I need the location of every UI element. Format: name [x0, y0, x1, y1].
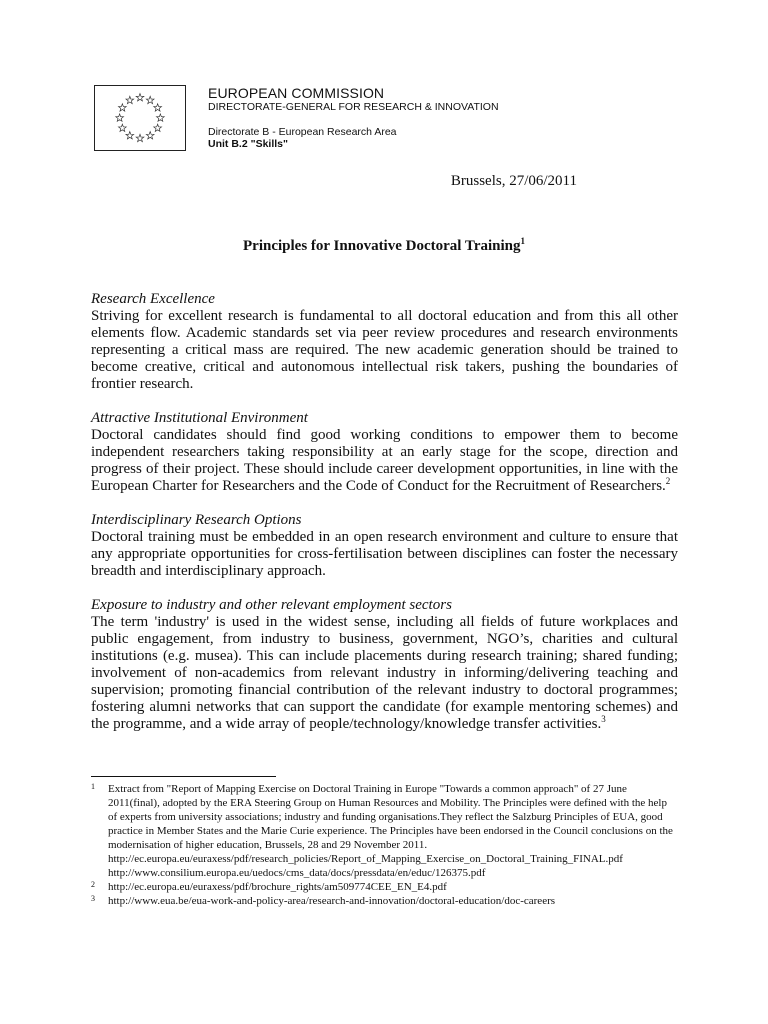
section-text: The term 'industry' is used in the widest sense, including all fields of future workplaces and public engagement, from industry to business, government, NGO’s, charities and cultural institutions (e.g. musea). This can include placements during research training; shared funding; involvement of non-academics from relevant industry in informing/delivering teaching and supervision; promoting financial contribution of the relevant industry to doctoral programmes; fostering alumni networks that can support the candidate (for example mentoring schemes) and the programme, and a wide array of people/technology/knowledge transfer activities.$^3$: [91, 614, 678, 732]
section-heading: Exposure to industry and other relevant employment sectors: [91, 597, 452, 613]
section-heading: Interdisciplinary Research Options: [91, 512, 302, 528]
section-interdisciplinary: [91, 512, 678, 580]
footnote-link[interactable]: http://www.consilium.europa.eu/uedocs/cms_data/docs/pressdata/en/educ/126375.pdf: [108, 867, 486, 879]
document-date: Brussels, 27/06/2011: [450, 173, 577, 189]
section-text: Doctoral training must be embedded in an open research environment and culture to ensure that any appropriate opportunities for cross-fertilisation between disciplines can foster the necessary breadth and interdisciplinary approach.: [91, 529, 678, 579]
footnote-number: 1: [91, 782, 95, 791]
section-text: Striving for excellent research is fundamental to all doctoral education and from this all other elements flow. Academic standards set via peer review procedures and research environments representing a critical mass are required. The new academic generation should be trained to become creative, critical and autonomous intellectual risk takers, pushing the boundaries of frontier research.: [91, 308, 678, 392]
star-icon: [126, 132, 134, 139]
directorate-general: DIRECTORATE-GENERAL FOR RESEARCH & INNOVATION: [208, 101, 499, 113]
section-attractive-environment: [91, 410, 678, 495]
star-icon: [118, 124, 126, 131]
star-icon: [136, 134, 144, 141]
section-industry-exposure: [91, 597, 678, 733]
section-research-excellence: [91, 291, 678, 393]
unit: Unit B.2 "Skills": [208, 138, 288, 150]
footnotes: [91, 782, 678, 908]
footnote-link[interactable]: http://ec.europa.eu/euraxess/pdf/research_policies/Report_of_Mapping_Exercise_on_Doctoral_Training_FINAL.pdf: [108, 853, 623, 865]
star-icon: [136, 94, 144, 101]
section-heading: Attractive Institutional Environment: [91, 410, 308, 426]
star-icon: [146, 96, 154, 103]
title-text: Principles for Innovative Doctoral Training: [243, 238, 521, 254]
section-heading: Research Excellence: [91, 291, 215, 307]
title-footnote-ref: 1: [520, 236, 525, 246]
star-icon: [116, 114, 124, 121]
star-icon: [154, 124, 162, 131]
footnote-number: 2: [91, 880, 95, 889]
star-icon: [154, 104, 162, 111]
footnote-number: 3: [91, 894, 95, 903]
footnote-ref: 3: [601, 714, 606, 724]
footnote-1: [91, 782, 678, 880]
footnote-link[interactable]: http://www.eua.be/eua-work-and-policy-area/research-and-innovation/doctoral-education/doc-careers: [108, 895, 556, 907]
star-icon: [126, 96, 134, 103]
footnote-ref: 2: [665, 476, 671, 486]
footnote-2: [91, 880, 678, 894]
footnote-text: Extract from "Report of Mapping Exercise on Doctoral Training in Europe "Towards a common approach" of 27 June 2011(final), adopted by the ERA Steering Group on Human Resources and Mobility. The Principles were defined with the help of experts from university associations; industry and funding organisations.They reflect the Salzburg Principles of EUA, good practice in Member States and the Marie Curie experience. The Principles have been endorsed in the Council conclusions on the modernisation of higher education, Brussels, 28 and 29 November 2011.: [108, 783, 673, 851]
star-icon: [156, 114, 164, 121]
star-icon: [146, 132, 154, 139]
organization-name: EUROPEAN COMMISSION: [208, 85, 385, 101]
page-title: [0, 236, 768, 255]
eu-flag-logo-icon: [94, 85, 186, 151]
footnote-divider: [91, 776, 276, 777]
document-body: [91, 291, 678, 750]
letterhead: [208, 85, 499, 150]
footnote-link[interactable]: http://ec.europa.eu/euraxess/pdf/brochure_rights/am509774CEE_EN_E4.pdf: [108, 881, 447, 893]
star-icon: [118, 104, 126, 111]
footnote-3: [91, 894, 678, 908]
directorate: Directorate B - European Research Area: [208, 126, 397, 138]
section-text: Doctoral candidates should find good working conditions to empower them to become independent researchers taking responsibility at an early stage for the scope, direction and progress of their project. These should include career development opportunities, in line with the European Charter for Researchers and the Code of Conduct for the Recruitment of Researchers.$^2$: [91, 427, 678, 494]
